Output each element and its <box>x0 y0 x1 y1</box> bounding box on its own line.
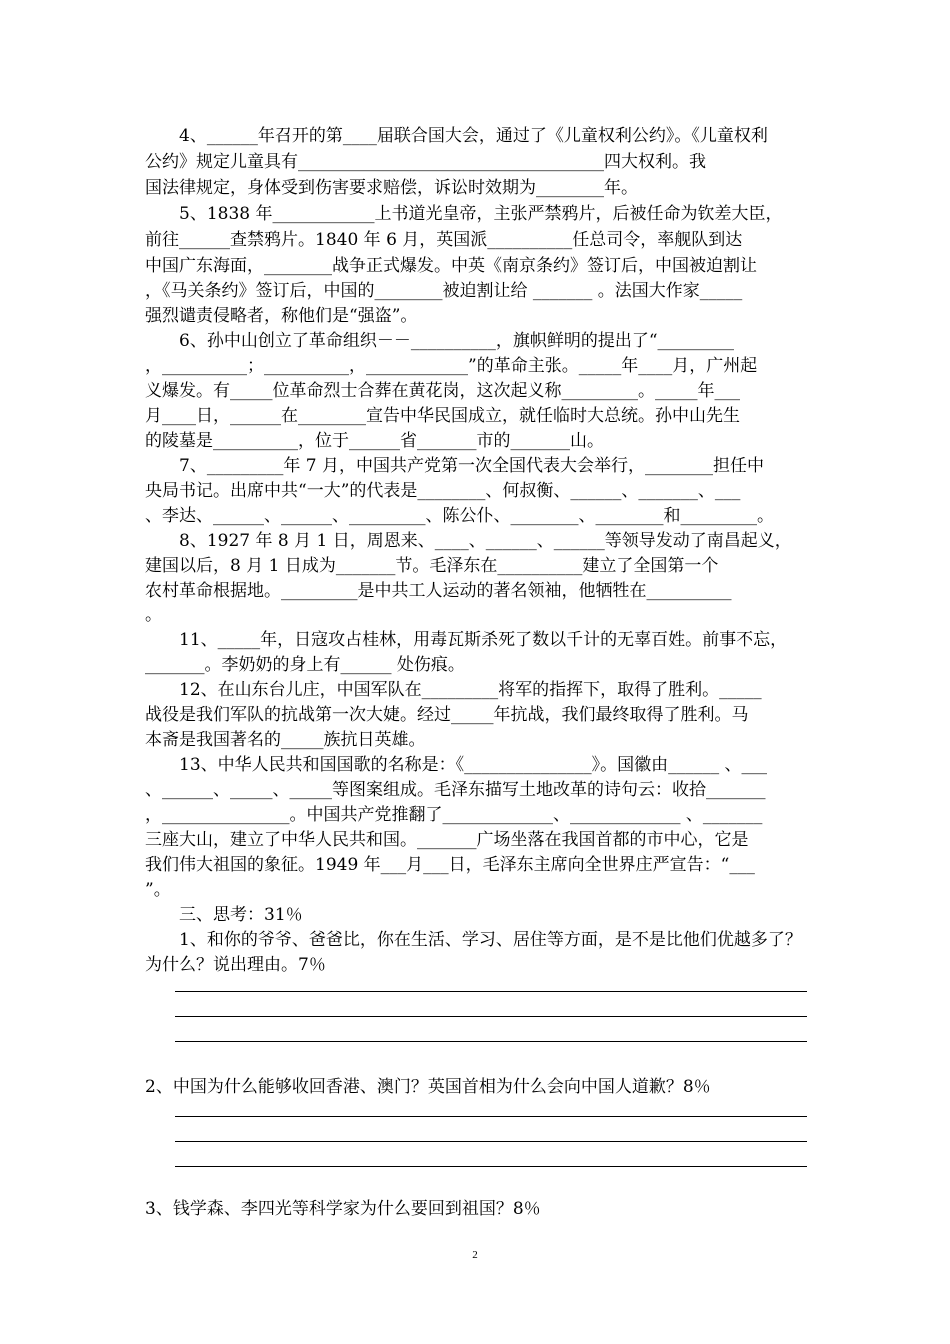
text-line: 8、1927 年 8 月 1 日，周恩来、____、______、______等领导发动了南昌起义， <box>145 531 792 551</box>
answer-line[interactable] <box>175 1016 807 1017</box>
text-line: 公约》规定儿童具有____________________________________四大权利。我 <box>145 152 706 172</box>
question-text: 2、中国为什么能够收回香港、澳门？英国首相为什么会向中国人道歉？8％ <box>145 1077 711 1097</box>
text-line: 农村革命根据地。_________是中共工人运动的著名领袖，他牺牲在__________ <box>145 581 732 601</box>
answer-line[interactable] <box>175 991 807 992</box>
page-number: 2 <box>472 1249 478 1261</box>
answer-line[interactable] <box>175 1041 807 1042</box>
question-text: 3、钱学森、李四光等科学家为什么要回到祖国？8％ <box>145 1199 541 1219</box>
text-line: 我们伟大祖国的象征。1949 年___月___日，毛泽东主席向全世界庄严宣告：“___ <box>145 855 755 875</box>
answer-line[interactable] <box>175 1141 807 1142</box>
text-line: 。 <box>145 605 162 625</box>
text-line: 义爆发。有_____位革命烈士合葬在黄花岗，这次起义称_________。_____年___ <box>145 381 740 401</box>
text-line: 7、_________年 7 月，中国共产党第一次全国代表大会举行，________担任中 <box>145 456 764 476</box>
text-line: 、李达、______、______、_________、陈公仆、________、________和_________。 <box>145 506 774 526</box>
text-line: 建国以后，8 月 1 日成为_______节。毛泽东在__________建立了全国第一个 <box>145 556 719 576</box>
text-line: 前往______查禁鸦片。1840 年 6 月，英国派__________任总司令，率舰队到达 <box>145 230 743 250</box>
text-line: ，_______________。中国共产党推翻了_____________、_____________ 、_______ <box>145 805 763 825</box>
question-text: 为什么？说出理由。7％ <box>145 955 326 975</box>
text-line: 战役是我们军队的抗战第一次大婕。经过_____年抗战，我们最终取得了胜利。马 <box>145 705 749 725</box>
text-line: 三座大山，建立了中华人民共和国。_______广场坐落在我国首都的市中心，它是 <box>145 830 749 850</box>
text-line: 11、_____年，日寇攻占桂林，用毒瓦斯杀死了数以千计的无辜百姓。前事不忘， <box>145 630 788 650</box>
text-line: 6、孙中山创立了革命组织－－__________，旗帜鲜明的提出了“_________ <box>145 331 735 351</box>
text-line: 、______、_____、_____等图案组成。毛泽东描写土地改革的诗句云：收拾_______ <box>145 780 766 800</box>
text-line: ，《马关条约》签订后，中国的________被迫割让给 _______ 。法国大作家_____ <box>145 281 743 301</box>
section-heading: 三、思考：31％ <box>145 905 303 925</box>
text-line: 国法律规定，身体受到伤害要求赔偿，诉讼时效期为________年。 <box>145 178 638 198</box>
question-text: 1、和你的爷爷、爸爸比，你在生活、学习、居住等方面，是不是比他们优越多了？ <box>145 930 802 950</box>
text-line: ”。 <box>145 880 171 900</box>
answer-line[interactable] <box>175 1116 807 1117</box>
text-line: 月____日，______在________宣告中华民国成立，就任临时大总统。孙中山先生 <box>145 406 740 426</box>
text-line: 中国广东海面，________战争正式爆发。中英《南京条约》签订后，中国被迫割让 <box>145 256 757 276</box>
answer-line[interactable] <box>175 1166 807 1167</box>
text-line: _______。李奶奶的身上有______ 处伤痕。 <box>145 655 465 675</box>
text-line: 4、______年召开的第____届联合国大会，通过了《儿童权利公约》。《儿童权利 <box>145 126 768 146</box>
text-line: 5、1838 年____________上书道光皇帝，主张严禁鸦片，后被任命为钦差大臣， <box>145 204 783 224</box>
text-line: 的陵墓是__________，位于______省_______市的_______山。 <box>145 431 604 451</box>
text-line: ，__________；__________，____________”的革命主张。_____年____月，广州起 <box>145 356 758 376</box>
text-line: 13、中华人民共和国国歌的名称是：《_______________》。国徽由______ 、___ <box>145 755 768 775</box>
text-line: 本斋是我国著名的_____族抗日英雄。 <box>145 730 426 750</box>
text-line: 央局书记。出席中共“一大”的代表是________、何叔衡、______、_______、___ <box>145 481 741 501</box>
text-line: 12、在山东台儿庄，中国军队在_________将军的指挥下，取得了胜利。_____ <box>145 680 762 700</box>
text-line: 强烈谴责侵略者，称他们是“强盗”。 <box>145 306 418 326</box>
